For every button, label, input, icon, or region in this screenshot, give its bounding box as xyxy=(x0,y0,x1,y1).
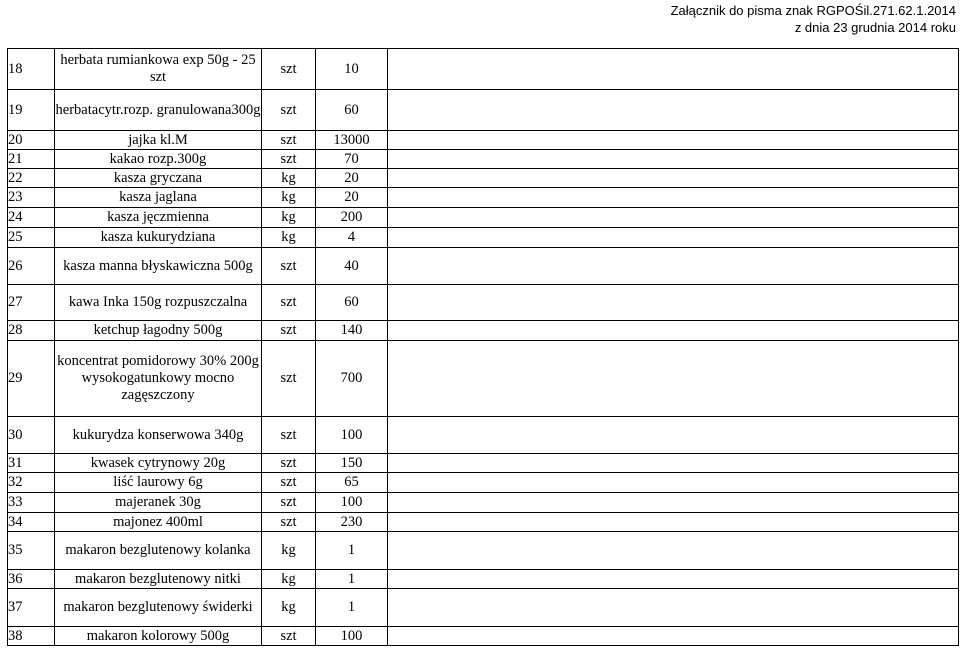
table-row xyxy=(8,208,959,228)
quantity-cell: 150 xyxy=(316,454,388,473)
quantity-cell: 100 xyxy=(316,493,388,513)
table-row xyxy=(8,248,959,285)
empty-cell xyxy=(388,473,959,493)
row-number-cell: 29 xyxy=(8,341,55,417)
row-number-cell: 21 xyxy=(8,150,55,169)
product-name-cell: kakao rozp.300g xyxy=(55,150,262,169)
product-name-cell: makaron bezglutenowy nitki xyxy=(55,570,262,589)
table-row xyxy=(8,473,959,493)
row-number-cell: 24 xyxy=(8,208,55,228)
quantity-cell: 60 xyxy=(316,285,388,321)
unit-cell: szt xyxy=(262,321,316,341)
empty-cell xyxy=(388,208,959,228)
product-name-cell: koncentrat pomidorowy 30% 200g wysokogatunkowy mocno zagęszczony xyxy=(55,341,262,417)
table-row xyxy=(8,341,959,417)
empty-cell xyxy=(388,49,959,90)
product-name-cell: makaron kolorowy 500g xyxy=(55,627,262,646)
table-row xyxy=(8,589,959,627)
quantity-cell: 1 xyxy=(316,589,388,627)
product-name-cell: jajka kl.M xyxy=(55,131,262,150)
unit-cell: szt xyxy=(262,131,316,150)
empty-cell xyxy=(388,228,959,248)
row-number-cell: 35 xyxy=(8,532,55,570)
product-name-cell: kawa Inka 150g rozpuszczalna xyxy=(55,285,262,321)
empty-cell xyxy=(388,188,959,208)
quantity-cell: 20 xyxy=(316,188,388,208)
table-row xyxy=(8,454,959,473)
row-number-cell: 34 xyxy=(8,513,55,532)
row-number-cell: 18 xyxy=(8,49,55,90)
quantity-cell: 230 xyxy=(316,513,388,532)
table-row xyxy=(8,493,959,513)
table-row xyxy=(8,627,959,646)
unit-cell: szt xyxy=(262,627,316,646)
unit-cell: kg xyxy=(262,589,316,627)
table-row xyxy=(8,150,959,169)
product-name-cell: makaron bezglutenowy kolanka xyxy=(55,532,262,570)
empty-cell xyxy=(388,493,959,513)
quantity-cell: 100 xyxy=(316,417,388,454)
product-name-cell: kasza manna błyskawiczna 500g xyxy=(55,248,262,285)
items-table-body xyxy=(8,49,959,646)
unit-cell: kg xyxy=(262,570,316,589)
product-name-cell: majonez 400ml xyxy=(55,513,262,532)
row-number-cell: 26 xyxy=(8,248,55,285)
row-number-cell: 33 xyxy=(8,493,55,513)
table-row xyxy=(8,49,959,90)
quantity-cell: 700 xyxy=(316,341,388,417)
table-row xyxy=(8,169,959,188)
table-row xyxy=(8,228,959,248)
attachment-date: z dnia 23 grudnia 2014 roku xyxy=(794,20,956,35)
row-number-cell: 30 xyxy=(8,417,55,454)
unit-cell: szt xyxy=(262,473,316,493)
product-name-cell: herbata rumiankowa exp 50g - 25 szt xyxy=(55,49,262,90)
empty-cell xyxy=(388,321,959,341)
product-name-cell: kasza jaglana xyxy=(55,188,262,208)
quantity-cell: 70 xyxy=(316,150,388,169)
table-row xyxy=(8,90,959,131)
table-row xyxy=(8,513,959,532)
table-row xyxy=(8,285,959,321)
items-table xyxy=(7,48,959,646)
row-number-cell: 28 xyxy=(8,321,55,341)
empty-cell xyxy=(388,248,959,285)
unit-cell: szt xyxy=(262,454,316,473)
quantity-cell: 13000 xyxy=(316,131,388,150)
empty-cell xyxy=(388,589,959,627)
empty-cell xyxy=(388,285,959,321)
row-number-cell: 38 xyxy=(8,627,55,646)
row-number-cell: 27 xyxy=(8,285,55,321)
product-name-cell: kasza kukurydziana xyxy=(55,228,262,248)
quantity-cell: 1 xyxy=(316,532,388,570)
row-number-cell: 31 xyxy=(8,454,55,473)
row-number-cell: 25 xyxy=(8,228,55,248)
quantity-cell: 60 xyxy=(316,90,388,131)
unit-cell: kg xyxy=(262,169,316,188)
unit-cell: szt xyxy=(262,513,316,532)
empty-cell xyxy=(388,341,959,417)
empty-cell xyxy=(388,90,959,131)
unit-cell: szt xyxy=(262,285,316,321)
empty-cell xyxy=(388,454,959,473)
empty-cell xyxy=(388,532,959,570)
unit-cell: kg xyxy=(262,208,316,228)
product-name-cell: ketchup łagodny 500g xyxy=(55,321,262,341)
table-row xyxy=(8,417,959,454)
row-number-cell: 19 xyxy=(8,90,55,131)
table-row xyxy=(8,188,959,208)
empty-cell xyxy=(388,169,959,188)
product-name-cell: kukurydza konserwowa 340g xyxy=(55,417,262,454)
product-name-cell: makaron bezglutenowy świderki xyxy=(55,589,262,627)
empty-cell xyxy=(388,627,959,646)
attachment-reference: Załącznik do pisma znak RGPOŚil.271.62.1.2014 xyxy=(670,3,956,18)
quantity-cell: 4 xyxy=(316,228,388,248)
product-name-cell: kasza gryczana xyxy=(55,169,262,188)
quantity-cell: 100 xyxy=(316,627,388,646)
unit-cell: szt xyxy=(262,90,316,131)
product-name-cell: majeranek 30g xyxy=(55,493,262,513)
product-name-cell: herbatacytr.rozp. granulowana300g xyxy=(55,90,262,131)
quantity-cell: 200 xyxy=(316,208,388,228)
unit-cell: kg xyxy=(262,188,316,208)
row-number-cell: 32 xyxy=(8,473,55,493)
row-number-cell: 22 xyxy=(8,169,55,188)
row-number-cell: 37 xyxy=(8,589,55,627)
unit-cell: kg xyxy=(262,228,316,248)
empty-cell xyxy=(388,131,959,150)
empty-cell xyxy=(388,570,959,589)
row-number-cell: 23 xyxy=(8,188,55,208)
product-name-cell: kasza jęczmienna xyxy=(55,208,262,228)
unit-cell: szt xyxy=(262,150,316,169)
empty-cell xyxy=(388,513,959,532)
document-header xyxy=(671,2,956,36)
product-name-cell: kwasek cytrynowy 20g xyxy=(55,454,262,473)
unit-cell: szt xyxy=(262,493,316,513)
table-row xyxy=(8,570,959,589)
quantity-cell: 20 xyxy=(316,169,388,188)
quantity-cell: 140 xyxy=(316,321,388,341)
unit-cell: szt xyxy=(262,49,316,90)
table-row xyxy=(8,532,959,570)
quantity-cell: 10 xyxy=(316,49,388,90)
row-number-cell: 36 xyxy=(8,570,55,589)
unit-cell: szt xyxy=(262,417,316,454)
quantity-cell: 65 xyxy=(316,473,388,493)
quantity-cell: 40 xyxy=(316,248,388,285)
unit-cell: kg xyxy=(262,532,316,570)
table-row xyxy=(8,131,959,150)
quantity-cell: 1 xyxy=(316,570,388,589)
product-name-cell: liść laurowy 6g xyxy=(55,473,262,493)
row-number-cell: 20 xyxy=(8,131,55,150)
unit-cell: szt xyxy=(262,341,316,417)
empty-cell xyxy=(388,417,959,454)
unit-cell: szt xyxy=(262,248,316,285)
table-row xyxy=(8,321,959,341)
empty-cell xyxy=(388,150,959,169)
